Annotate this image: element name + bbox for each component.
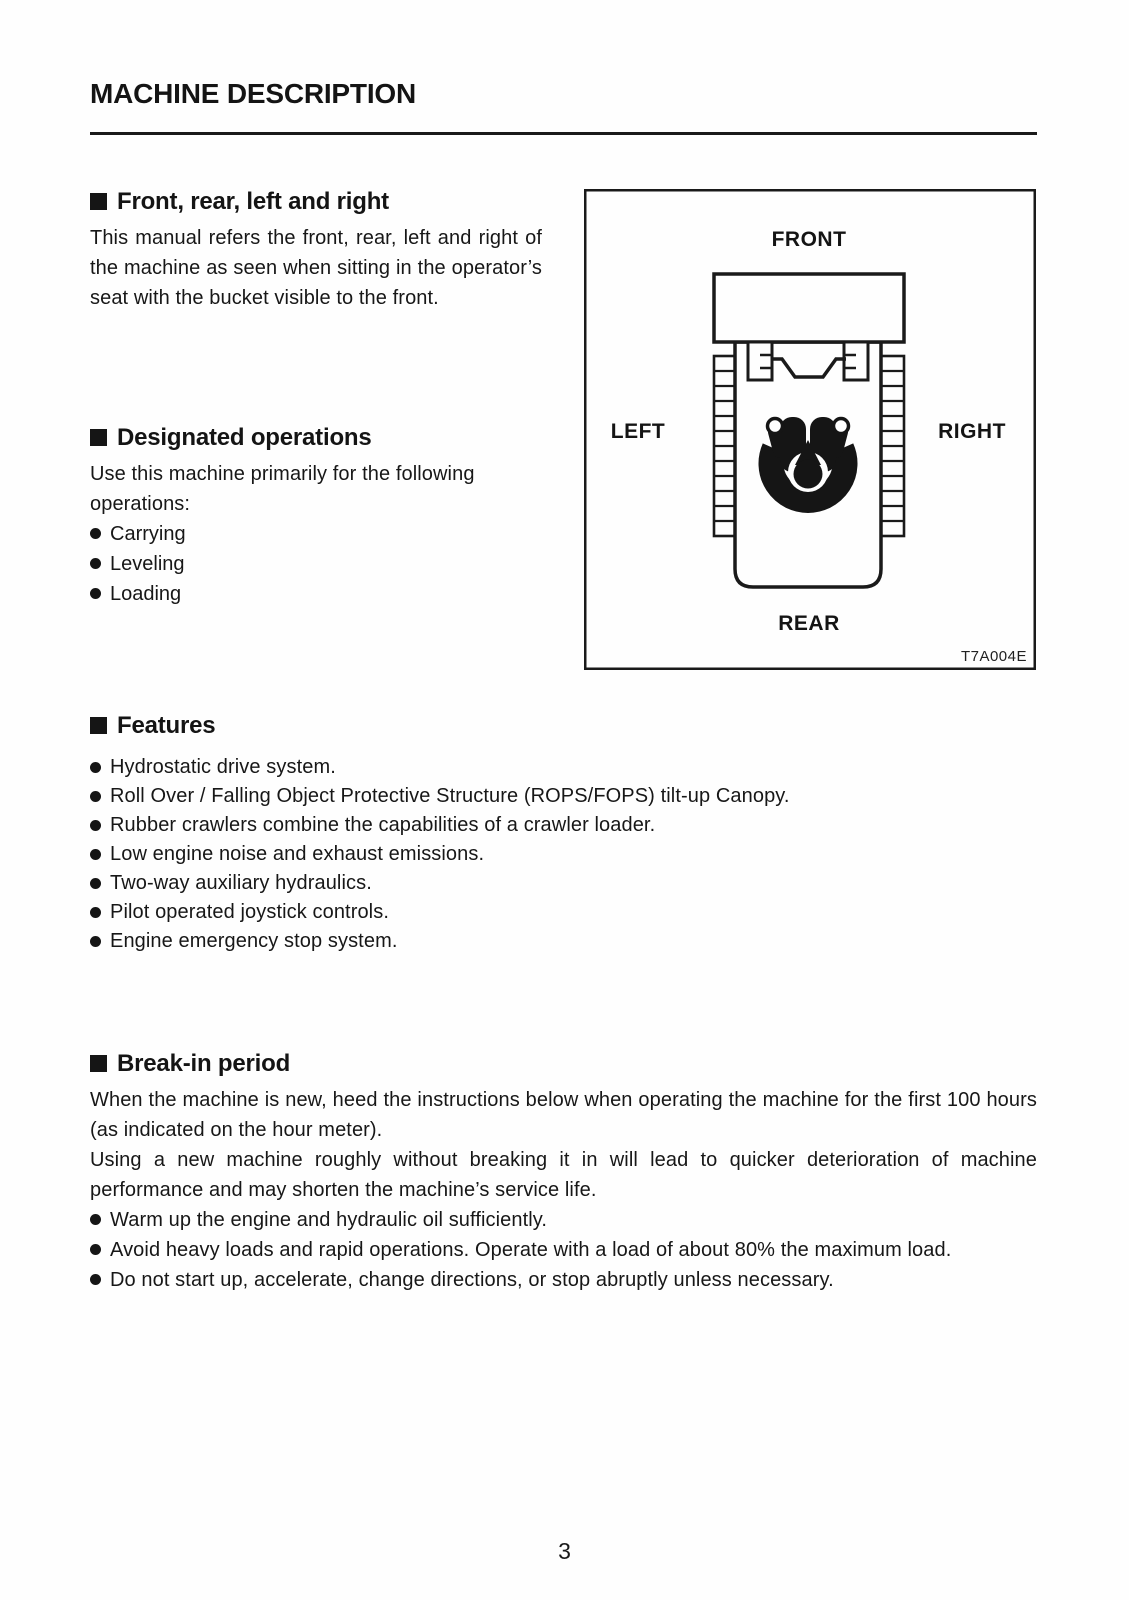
left-joystick-knob [768, 419, 783, 434]
section-heading-label: Break-in period [117, 1050, 291, 1077]
square-bullet-icon [90, 1055, 107, 1072]
section-heading-label: Features [117, 712, 216, 739]
figure-label-left: LEFT [610, 420, 666, 443]
left-track [714, 356, 735, 536]
list-item: Avoid heavy loads and rapid operations. Operate with a load of about 80% the maximum load. [90, 1235, 1037, 1265]
bullet-icon [90, 791, 101, 802]
section-heading-orientation [90, 188, 542, 215]
section-heading-label: Designated operations [117, 424, 372, 451]
page-title: MACHINE DESCRIPTION [90, 78, 416, 109]
bullet-icon [90, 528, 101, 539]
figure-id: T7A004E [960, 648, 1027, 665]
list-item: Pilot operated joystick controls. [90, 898, 1037, 927]
machine-diagram [584, 189, 1036, 670]
square-bullet-icon [90, 717, 107, 734]
section-heading-designated [90, 424, 542, 451]
list-item: Low engine noise and exhaust emissions. [90, 840, 1037, 869]
list-item: Hydrostatic drive system. [90, 753, 1037, 782]
list-item: Carrying [90, 519, 542, 549]
orientation-figure [584, 189, 1036, 670]
bullet-icon [90, 762, 101, 773]
section-break-in [90, 1050, 1037, 1295]
list-item: Leveling [90, 549, 542, 579]
bullet-icon [90, 820, 101, 831]
list-item: Two-way auxiliary hydraulics. [90, 869, 1037, 898]
list-item: Loading [90, 579, 542, 609]
section-orientation [90, 188, 542, 313]
bullet-icon [90, 936, 101, 947]
bullet-icon [90, 558, 101, 569]
operator-head [794, 460, 823, 489]
section-heading-break-in [90, 1050, 1037, 1077]
figure-label-rear: REAR [778, 612, 840, 635]
orientation-paragraph: This manual refers the front, rear, left and right of the machine as seen when sitting in the operator’s seat with the bucket visible to the front. [90, 227, 542, 309]
section-heading-label: Front, rear, left and right [117, 188, 389, 215]
bullet-icon [90, 878, 101, 889]
designated-list [90, 519, 542, 609]
square-bullet-icon [90, 193, 107, 210]
figure-label-right: RIGHT [938, 420, 1006, 443]
break-in-paragraph-1: When the machine is new, heed the instructions below when operating the machine for the first 100 hours (as indicated on the hour meter). [90, 1089, 1037, 1141]
square-bullet-icon [90, 429, 107, 446]
bullet-icon [90, 849, 101, 860]
list-item: Warm up the engine and hydraulic oil sufficiently. [90, 1205, 1037, 1235]
title-divider [90, 132, 1037, 135]
break-in-list [90, 1205, 1037, 1295]
bullet-icon [90, 907, 101, 918]
features-list [90, 753, 1037, 956]
list-item: Do not start up, accelerate, change directions, or stop abruptly unless necessary. [90, 1265, 1037, 1295]
figure-label-front: FRONT [771, 228, 847, 251]
section-designated-operations [90, 424, 542, 609]
section-features [90, 712, 1037, 956]
page-number: 3 [558, 1538, 571, 1564]
designated-intro: Use this machine primarily for the following operations: [90, 463, 475, 515]
section-heading-features [90, 712, 1037, 739]
break-in-paragraph-2: Using a new machine roughly without breaking it in will lead to quicker deterioration of machine performance and may shorten the machine’s service life. [90, 1149, 1037, 1201]
list-item: Engine emergency stop system. [90, 927, 1037, 956]
bucket [714, 274, 904, 342]
right-track [881, 356, 904, 536]
list-item: Rubber crawlers combine the capabilities of a crawler loader. [90, 811, 1037, 840]
bullet-icon [90, 588, 101, 599]
bullet-icon [90, 1214, 101, 1225]
list-item: Roll Over / Falling Object Protective Structure (ROPS/FOPS) tilt-up Canopy. [90, 782, 1037, 811]
bullet-icon [90, 1274, 101, 1285]
right-joystick-knob [834, 419, 849, 434]
bullet-icon [90, 1244, 101, 1255]
